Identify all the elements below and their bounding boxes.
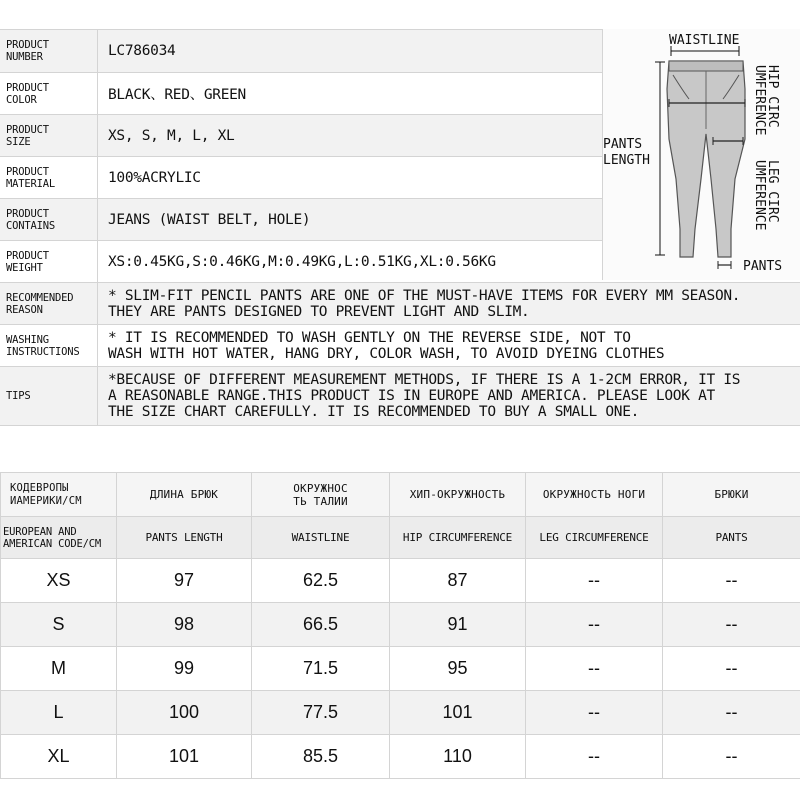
info-value: XS, S, M, L, XL bbox=[108, 127, 235, 144]
size-cell: -- bbox=[663, 559, 800, 603]
size-chart bbox=[0, 472, 800, 778]
info-value: XS:0.45KG,S:0.46KG,M:0.49KG,L:0.51KG,XL:0.56KG bbox=[108, 253, 496, 270]
size-cell: -- bbox=[663, 603, 800, 647]
info-value: LC786034 bbox=[108, 42, 176, 59]
size-cell: HIP CIRCUMFERENCE bbox=[390, 517, 526, 559]
size-cell: ДЛИНА БРЮК bbox=[117, 473, 252, 517]
size-cell: -- bbox=[663, 647, 800, 691]
size-cell: 98 bbox=[117, 603, 252, 647]
size-cell: -- bbox=[663, 691, 800, 735]
size-cell: -- bbox=[526, 691, 663, 735]
info-value: * SLIM-FIT PENCIL PANTS ARE ONE OF THE MUST-HAVE ITEMS FOR EVERY MM SEASON. THEY ARE PANTS DESIGNED TO PREVENT LIGHT AND SLIM. bbox=[108, 287, 741, 320]
size-row bbox=[1, 517, 800, 559]
pants-length-label: PANTS LENGTH bbox=[603, 137, 650, 168]
pants-measurement-figure bbox=[602, 29, 800, 280]
size-cell: БРЮКИ bbox=[663, 473, 800, 517]
info-row bbox=[0, 240, 602, 282]
size-cell: WAISTLINE bbox=[252, 517, 390, 559]
size-cell: 85.5 bbox=[252, 735, 390, 779]
info-label: PRODUCT NUMBER bbox=[6, 38, 49, 63]
size-cell: 99 bbox=[117, 647, 252, 691]
size-cell: PANTS LENGTH bbox=[117, 517, 252, 559]
size-row bbox=[1, 691, 800, 735]
info-bottom-rule bbox=[0, 425, 800, 426]
info-label: TIPS bbox=[6, 390, 31, 402]
size-cell: 101 bbox=[117, 735, 252, 779]
size-cell: LEG CIRCUMFERENCE bbox=[526, 517, 663, 559]
size-cell: 110 bbox=[390, 735, 526, 779]
size-cell: 95 bbox=[390, 647, 526, 691]
info-row bbox=[0, 156, 602, 198]
size-cell: -- bbox=[526, 603, 663, 647]
size-row bbox=[1, 647, 800, 691]
size-cell: ОКРУЖНОСТЬ НОГИ bbox=[526, 473, 663, 517]
info-row bbox=[0, 198, 602, 240]
size-cell: 100 bbox=[117, 691, 252, 735]
size-cell: XS bbox=[1, 559, 117, 603]
info-value: *BECAUSE OF DIFFERENT MEASUREMENT METHODS, IF THERE IS A 1-2CM ERROR, IT IS A REASONABLE RANGE.THIS PRODUCT IS IN EUROPE AND AMERICA. PLEASE LOOK AT THE SIZE CHART CAREFULLY. IT IS RECOMMENDED TO BUY A SMALL ONE. bbox=[108, 372, 741, 420]
size-cell: 91 bbox=[390, 603, 526, 647]
pants-illustration bbox=[603, 29, 800, 280]
size-cell: XL bbox=[1, 735, 117, 779]
size-cell: M bbox=[1, 647, 117, 691]
size-cell: -- bbox=[526, 647, 663, 691]
size-cell: PANTS bbox=[663, 517, 800, 559]
waistline-label: WAISTLINE bbox=[669, 33, 740, 48]
size-cell: S bbox=[1, 603, 117, 647]
info-row bbox=[0, 282, 800, 324]
info-row bbox=[0, 72, 602, 114]
info-label: PRODUCT COLOR bbox=[6, 81, 49, 106]
info-value: 100%ACRYLIC bbox=[108, 169, 201, 186]
size-cell: ОКРУЖНОС ТЬ ТАЛИИ bbox=[252, 473, 390, 517]
info-value: JEANS (WAIST BELT, HOLE) bbox=[108, 211, 311, 228]
size-cell: 97 bbox=[117, 559, 252, 603]
size-row bbox=[1, 603, 800, 647]
size-cell: EUROPEAN AND AMERICAN CODE/CM bbox=[1, 517, 117, 559]
info-label: PRODUCT WEIGHT bbox=[6, 249, 49, 274]
size-cell: 87 bbox=[390, 559, 526, 603]
size-row bbox=[1, 735, 800, 779]
info-row bbox=[0, 29, 602, 72]
info-row bbox=[0, 366, 800, 425]
size-cell: 77.5 bbox=[252, 691, 390, 735]
size-row bbox=[1, 559, 800, 603]
info-row bbox=[0, 114, 602, 156]
hip-circumference-label: HIP CIRC UMFERENCE bbox=[752, 65, 780, 136]
size-cell: L bbox=[1, 691, 117, 735]
size-cell: 66.5 bbox=[252, 603, 390, 647]
size-cell: 71.5 bbox=[252, 647, 390, 691]
info-row bbox=[0, 324, 800, 366]
size-cell: 101 bbox=[390, 691, 526, 735]
info-value: BLACK、RED、GREEN bbox=[108, 87, 246, 103]
info-label: PRODUCT MATERIAL bbox=[6, 165, 55, 190]
size-cell: -- bbox=[526, 559, 663, 603]
size-cell: КОДЕВРОПЫ ИАМЕРИКИ/CM bbox=[1, 473, 117, 517]
leg-circumference-label: LEG CIRC UMFERENCE bbox=[752, 160, 780, 231]
size-cell: 62.5 bbox=[252, 559, 390, 603]
size-cell: -- bbox=[526, 735, 663, 779]
info-label: PRODUCT CONTAINS bbox=[6, 207, 55, 232]
pants-hem-label: PANTS bbox=[743, 259, 783, 274]
size-row bbox=[1, 473, 800, 517]
info-label: RECOMMENDED REASON bbox=[6, 291, 74, 316]
size-cell: ХИП-ОКРУЖНОСТЬ bbox=[390, 473, 526, 517]
size-cell: -- bbox=[663, 735, 800, 779]
info-label: PRODUCT SIZE bbox=[6, 123, 49, 148]
info-label: WASHING INSTRUCTIONS bbox=[6, 333, 80, 358]
info-value: * IT IS RECOMMENDED TO WASH GENTLY ON THE REVERSE SIDE, NOT TO WASH WITH HOT WATER, HANG DRY, COLOR WASH, TO AVOID DYEING CLOTHES bbox=[108, 329, 665, 362]
